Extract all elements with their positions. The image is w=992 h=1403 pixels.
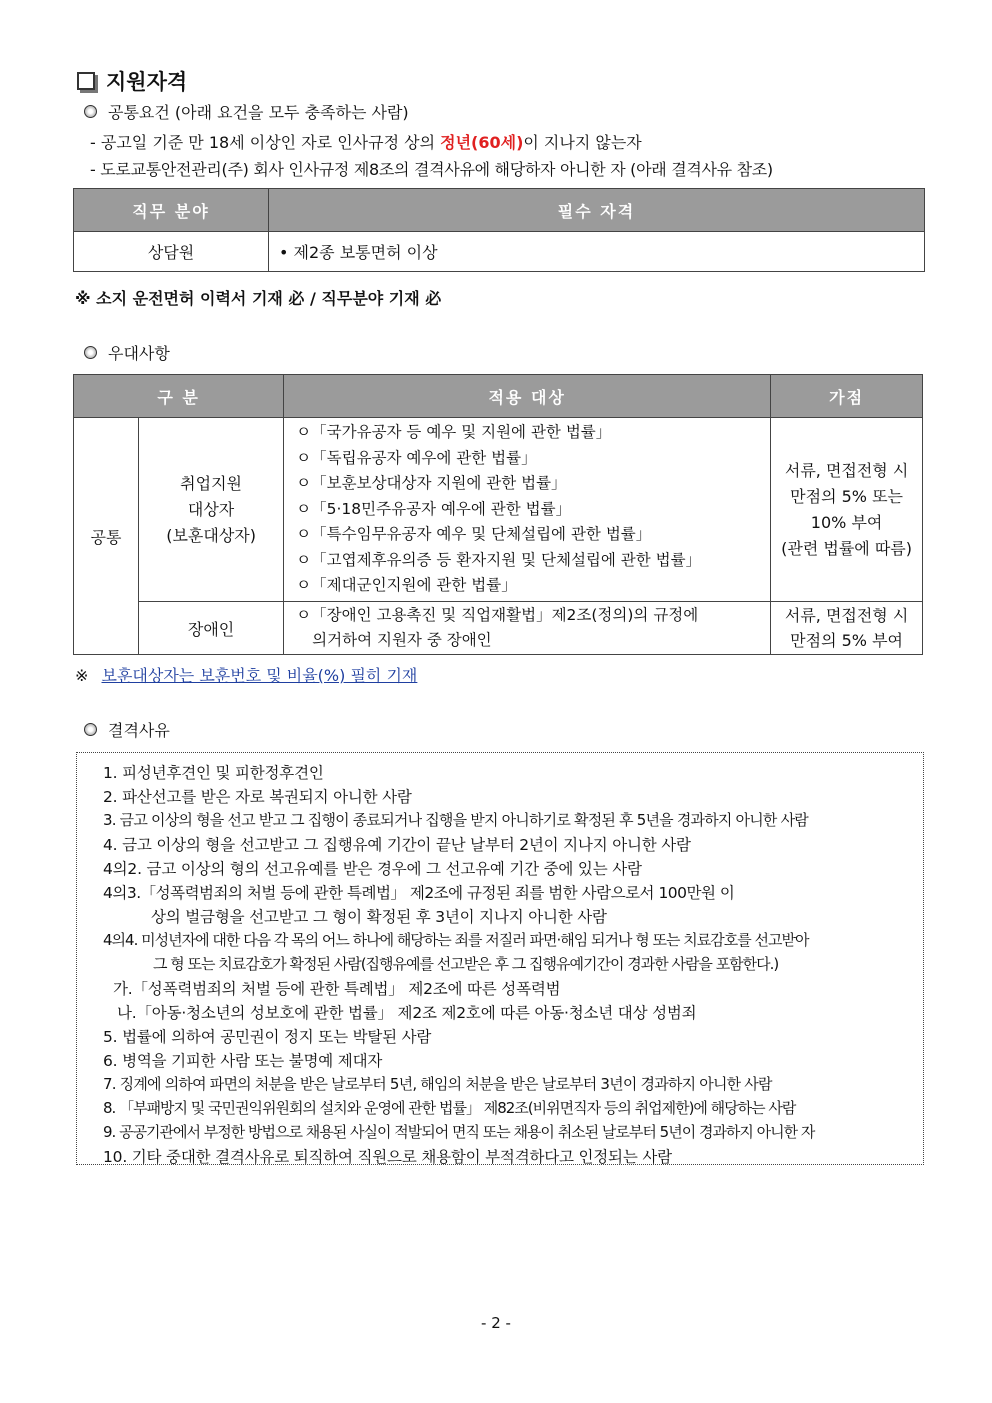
- pref-header-target: 적용 대상: [284, 375, 771, 418]
- disq-item-cont: 그 형 또는 치료감호가 확정된 사람(집행유예를 선고받은 후 그 집행유예기간이 경과한 사람을 포함한다.): [153, 955, 779, 973]
- disqualification-box: [76, 752, 924, 1165]
- disq-item: 9. 공공기관에서 부정한 방법으로 채용된 사실이 적발되어 면직 또는 채용이 취소된 날로부터 5년이 경과하지 아니한 자: [103, 1123, 815, 1141]
- veteran-note: ※ 보훈대상자는 보훈번호 및 비율(%) 필히 기재: [75, 666, 418, 685]
- disq-subitem: 나.「아동·청소년의 성보호에 관한 법률」 제2조 제2호에 따른 아동·청소년 대상 성범죄: [117, 1004, 697, 1022]
- qual-header-field: 직무 분야: [74, 189, 269, 232]
- circle-bullet-icon: [84, 346, 97, 359]
- disq-item: 1. 피성년후견인 및 피한정후견인: [103, 764, 324, 782]
- checkbox-square-icon: [77, 72, 95, 90]
- circle-bullet-icon: [84, 723, 97, 736]
- license-note: ※ 소지 운전면허 이력서 기재 必 / 직무분야 기재 必: [75, 289, 442, 308]
- disq-item: 4의3.「성폭력범죄의 처벌 등에 관한 특례법」 제2조에 규정된 죄를 범한 사람으로서 100만원 이: [103, 884, 735, 902]
- qual-header-req: 필수 자격: [269, 189, 925, 232]
- disq-item: 3. 금고 이상의 형을 선고 받고 그 집행이 종료되거나 집행을 받지 아니하기로 확정된 후 5년을 경과하지 아니한 사람: [103, 811, 808, 829]
- disq-item: 5. 법률에 의하여 공민권이 정지 또는 박탈된 사람: [103, 1028, 432, 1046]
- circle-bullet-icon: [84, 105, 97, 118]
- disq-item-cont: 상의 벌금형을 선고받고 그 형이 확정된 후 3년이 지나지 아니한 사람: [151, 908, 607, 926]
- disq-item: 4의4. 미성년자에 대한 다음 각 목의 어느 하나에 해당하는 죄를 저질러 파면·해임 되거나 형 또는 치료감호를 선고받아: [103, 931, 809, 949]
- disq-item: 7. 징계에 의하여 파면의 처분을 받은 날로부터 5년, 해임의 처분을 받은 날로부터 3년이 경과하지 아니한 사람: [103, 1075, 772, 1093]
- disq-item: 4의2. 금고 이상의 형의 선고유예를 받은 경우에 그 선고유예 기간 중에 있는 사람: [103, 860, 642, 878]
- disqualification-heading: 결격사유: [84, 718, 170, 741]
- disq-item: 4. 금고 이상의 형을 선고받고 그 집행유예 기간이 끝난 날부터 2년이 지나지 아니한 사람: [103, 836, 691, 854]
- disq-item: 6. 병역을 기피한 사람 또는 불명예 제대자: [103, 1052, 383, 1070]
- pref-header-points: 가점: [771, 375, 923, 418]
- qual-req-cell: • 제2종 보통면허 이상: [269, 232, 925, 272]
- preference-table: [73, 374, 923, 655]
- page-number: - 2 -: [481, 1314, 511, 1332]
- disq-subitem: 가.「성폭력범죄의 처벌 등에 관한 특례법」 제2조에 따른 성폭력범: [113, 980, 561, 998]
- pref-points-veterans: 서류, 면접전형 시 만점의 5% 또는 10% 부여 (관련 법률에 따름): [771, 418, 923, 602]
- section-title: 지원자격: [75, 66, 187, 96]
- preference-heading: 우대사항: [84, 341, 170, 364]
- pref-cat-disabled: 장애인: [139, 602, 284, 655]
- pref-target-disabled: ㅇ「장애인 고용촉진 및 직업재활법」제2조(정의)의 규정에 의거하여 지원자 중 장애인: [284, 602, 771, 655]
- disq-item: 10. 기타 중대한 결격사유로 퇴직하여 직원으로 채용함이 부적격하다고 인정되는 사람: [103, 1148, 672, 1166]
- pref-points-disabled: 서류, 면접전형 시 만점의 5% 부여: [771, 602, 923, 655]
- common-line-2: - 도로교통안전관리(주) 회사 인사규정 제8조의 결격사유에 해당하자 아니한 자 (아래 결격사유 참조): [90, 160, 773, 179]
- disq-item: 2. 파산선고를 받은 자로 복권되지 아니한 사람: [103, 788, 412, 806]
- pref-common-cell: 공통: [74, 418, 139, 655]
- pref-header-category: 구 분: [74, 375, 284, 418]
- common-line-1: - 공고일 기준 만 18세 이상인 자로 인사규정 상의 정년(60세)이 지나지 않는자: [90, 133, 642, 152]
- qual-field-cell: 상담원: [74, 232, 269, 272]
- common-heading: 공통요건 (아래 요건을 모두 충족하는 사람): [84, 100, 409, 123]
- qualification-table: [73, 188, 925, 272]
- pref-cat-veterans: 취업지원 대상자 (보훈대상자): [139, 418, 284, 602]
- pref-target-veterans: ㅇ「국가유공자 등 예우 및 지원에 관한 법률」 ㅇ「독립유공자 예우에 관한 법률」 ㅇ「보훈보상대상자 지원에 관한 법률」 ㅇ「5·18민주유공자 예우에 관한 법률」 ㅇ「특수임무유공자 예우 및 단체설립에 관한 법률」 ㅇ「고엽제후유의증 등 환자지원 및 단체설립에 관한 법률」 ㅇ「제대군인지원에 관한 법률」: [284, 418, 771, 602]
- disq-item: 8. 「부패방지 및 국민권익위원회의 설치와 운영에 관한 법률」 제82조(비위면직자 등의 취업제한)에 해당하는 사람: [103, 1099, 796, 1117]
